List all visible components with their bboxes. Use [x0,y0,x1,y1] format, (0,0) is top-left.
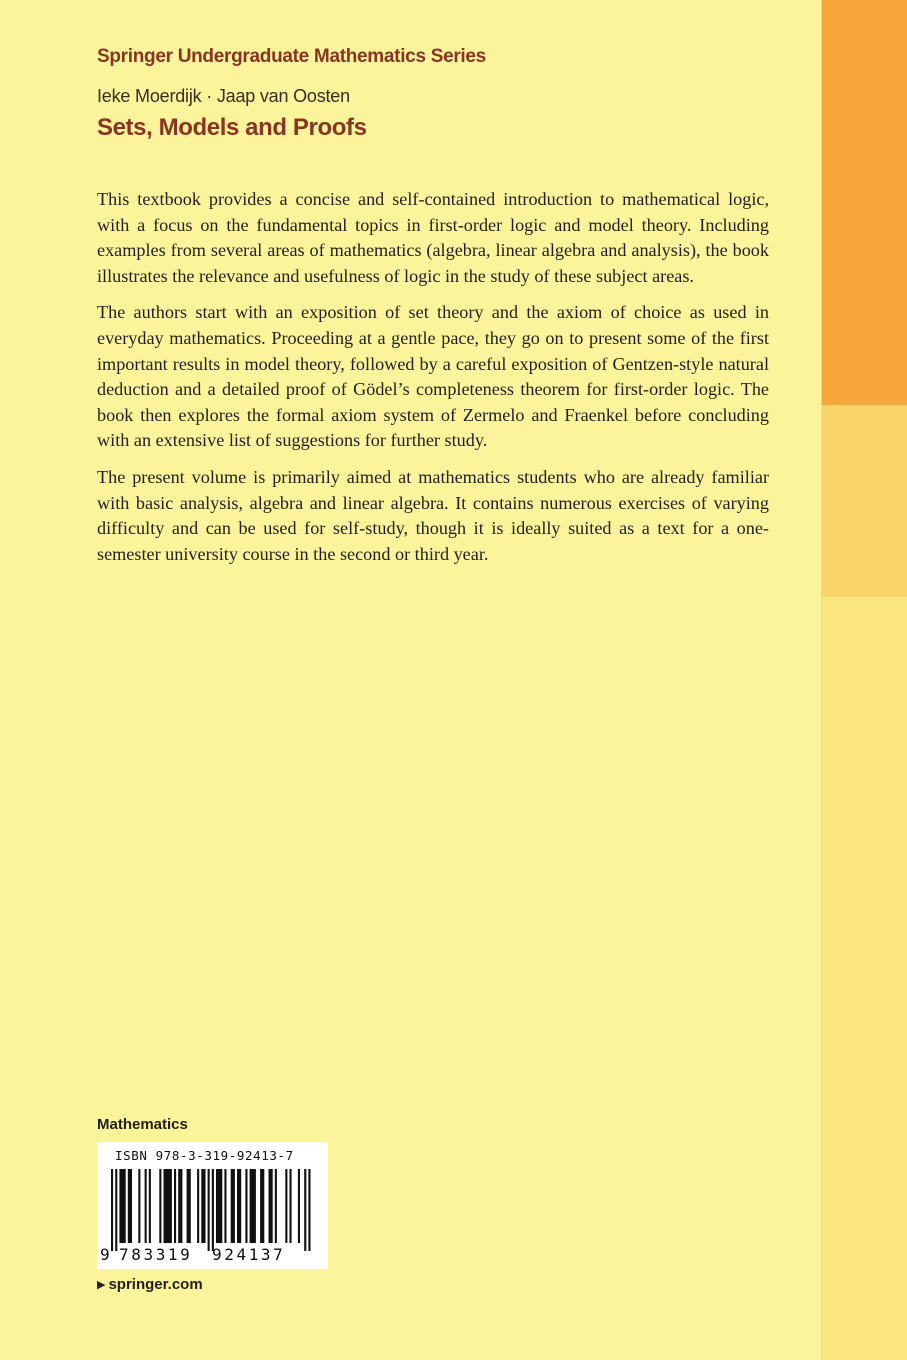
barcode-bar [285,1169,287,1243]
book-title: Sets, Models and Proofs [97,114,367,141]
website-link[interactable] [97,1276,203,1293]
barcode-bar [164,1169,172,1243]
barcode-bar [275,1169,277,1243]
barcode-bar [260,1169,264,1243]
barcode-bar [111,1169,113,1251]
barcode-bar [145,1169,147,1243]
barcode-bar [201,1169,205,1243]
isbn-label: ISBN 978-3-319-92413-7 [115,1148,294,1163]
barcode-bar [308,1169,310,1251]
barcode-bar [138,1169,140,1243]
barcode-bar [224,1169,226,1243]
subject-label: Mathematics [97,1116,188,1133]
arrow-right-icon: ▶ [97,1279,106,1291]
barcode-box [97,1142,328,1269]
barcode-bar [174,1169,176,1243]
barcode-bar [208,1169,210,1251]
description-paragraph: The present volume is primarily aimed at mathematics students who are already familiar with basic analysis, algebra and linear algebra. It contains numerous exercises of varying difficulty and can be used for self-study, though it is ideally suited as a text for a one-semester university course in the second or third year. [97,466,769,564]
barcode-bar [231,1169,235,1243]
barcode-bar [178,1169,182,1243]
barcode-bar [149,1169,151,1243]
barcode-bar [237,1169,241,1243]
series-name: Springer Undergraduate Mathematics Series [97,46,486,67]
description [97,187,769,578]
barcode-bar [187,1169,191,1243]
barcode-bar [212,1169,214,1251]
barcode-bar [290,1169,292,1243]
barcode-bar [304,1169,306,1251]
barcode-icon [111,1169,314,1255]
authors: Ieke Moerdijk · Jaap van Oosten [97,86,350,106]
ean-first-digit: 9 [100,1245,110,1264]
description-paragraph: The authors start with an exposition of set theory and the axiom of choice as used in everyday mathematics. Proceeding at a gentle pace, they go on to present some of the first important results in model theory, followed by a careful exposition of Gentzen-style natural deduction and a detailed proof of Gödel’s completeness theorem for first-order logic. The book then explores the formal axiom system of Zermelo and Fraenkel before concluding with an extensive list of suggestions for further study. [97,302,769,451]
ean-left-digits: 783319 [119,1245,193,1264]
barcode-bar [298,1169,300,1243]
website-label: springer.com [108,1276,203,1293]
description-paragraph: This textbook provides a concise and self-contained introduction to mathematical logic, with a focus on the fundamental topics in first-order logic and model theory. Including examples from several areas of mathematics (algebra, linear algebra and analysis), the book illustrates the relevance and usefulness of logic in the study of these subject areas. [97,189,769,286]
color-strip-light-orange [822,405,907,598]
barcode-bar [197,1169,199,1243]
color-strip-orange [822,0,907,406]
barcode-bar [115,1169,117,1251]
barcode-bar [128,1169,132,1243]
barcode-bar [269,1169,273,1243]
barcode-bar [245,1169,247,1243]
color-strip-yellow [822,597,907,1360]
ean-right-digits: 924137 [212,1245,286,1264]
barcode-bar [250,1169,256,1243]
barcode-bar [119,1169,125,1243]
barcode-bar [159,1169,161,1243]
barcode-bar [216,1169,222,1243]
